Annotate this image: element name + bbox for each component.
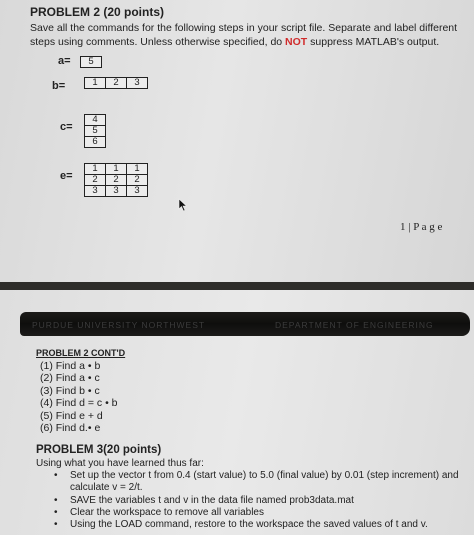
list-item: (5) Find e + d: [40, 409, 103, 422]
list-item: (3) Find b • c: [40, 384, 100, 397]
matrix-cell: 3: [85, 186, 106, 197]
label-c: c=: [60, 121, 73, 133]
problem-3-list: [54, 470, 464, 531]
matrix-cell: 4: [85, 115, 106, 126]
instructions-text: Save all the commands for the following steps in your script file. Separate and label different steps using comments. Unless otherwise specified, do: [30, 22, 458, 48]
list-item: • Using the LOAD command, restore to the workspace the saved values of t and v.: [54, 519, 464, 531]
problem-3-intro: Using what you have learned thus far:: [36, 458, 204, 469]
list-item: (1) Find a • b: [40, 360, 101, 372]
matrix-cell: 3: [127, 186, 148, 197]
instructions-text-end: suppress MATLAB's output.: [307, 36, 440, 48]
label-e: e=: [60, 170, 73, 182]
matrix-cell: 1: [106, 164, 127, 175]
matrix-cell: 2: [127, 175, 148, 186]
matrix-cell: 3: [106, 186, 127, 197]
list-item: • Clear the workspace to remove all variables: [54, 507, 464, 519]
list-item: • Set up the vector t from 0.4 (start value) to 5.0 (final value) by 0.01 (step increment) and calculate v = 2/t.: [54, 470, 464, 495]
not-emphasis: NOT: [285, 36, 308, 48]
matrix-cell: 3: [127, 78, 148, 89]
document-page-2: [0, 290, 474, 535]
matrix-cell: 1: [85, 78, 106, 89]
matrix-cell: 1: [85, 164, 106, 175]
list-item: • SAVE the variables t and v in the data file named prob3data.mat: [54, 495, 464, 507]
matrix-e: [84, 163, 148, 197]
list-item: (6) Find d.• e: [40, 422, 101, 435]
label-a: a=: [58, 55, 71, 67]
task-list: [40, 360, 118, 434]
mouse-pointer-icon: [178, 198, 188, 217]
matrix-cell: 5: [85, 126, 106, 137]
matrix-cell: 1: [127, 164, 148, 175]
matrix-b: [84, 77, 148, 89]
matrix-a: [80, 56, 102, 68]
matrix-cell: 5: [81, 57, 102, 68]
list-item: (2) Find a • c: [40, 372, 100, 385]
page-number: 1 | P a g e: [400, 221, 443, 233]
problem-2-cont-heading: PROBLEM 2 CONT'D: [36, 348, 126, 358]
list-item: (4) Find d = c • b: [40, 397, 118, 410]
matrix-cell: 2: [106, 78, 127, 89]
matrix-c: [84, 114, 106, 148]
matrix-cell: 2: [106, 175, 127, 186]
matrix-cell: 6: [85, 137, 106, 148]
header-fragment-right: DEPARTMENT OF ENGINEERING: [275, 320, 434, 330]
problem-3-heading: PROBLEM 3(20 points): [36, 444, 162, 456]
header-fragment-left: PURDUE UNIVERSITY NORTHWEST: [32, 320, 206, 330]
label-b: b=: [52, 80, 66, 92]
problem-2-heading: PROBLEM 2 (20 points): [30, 5, 165, 19]
instructions: [30, 21, 460, 49]
matrix-cell: 2: [85, 175, 106, 186]
